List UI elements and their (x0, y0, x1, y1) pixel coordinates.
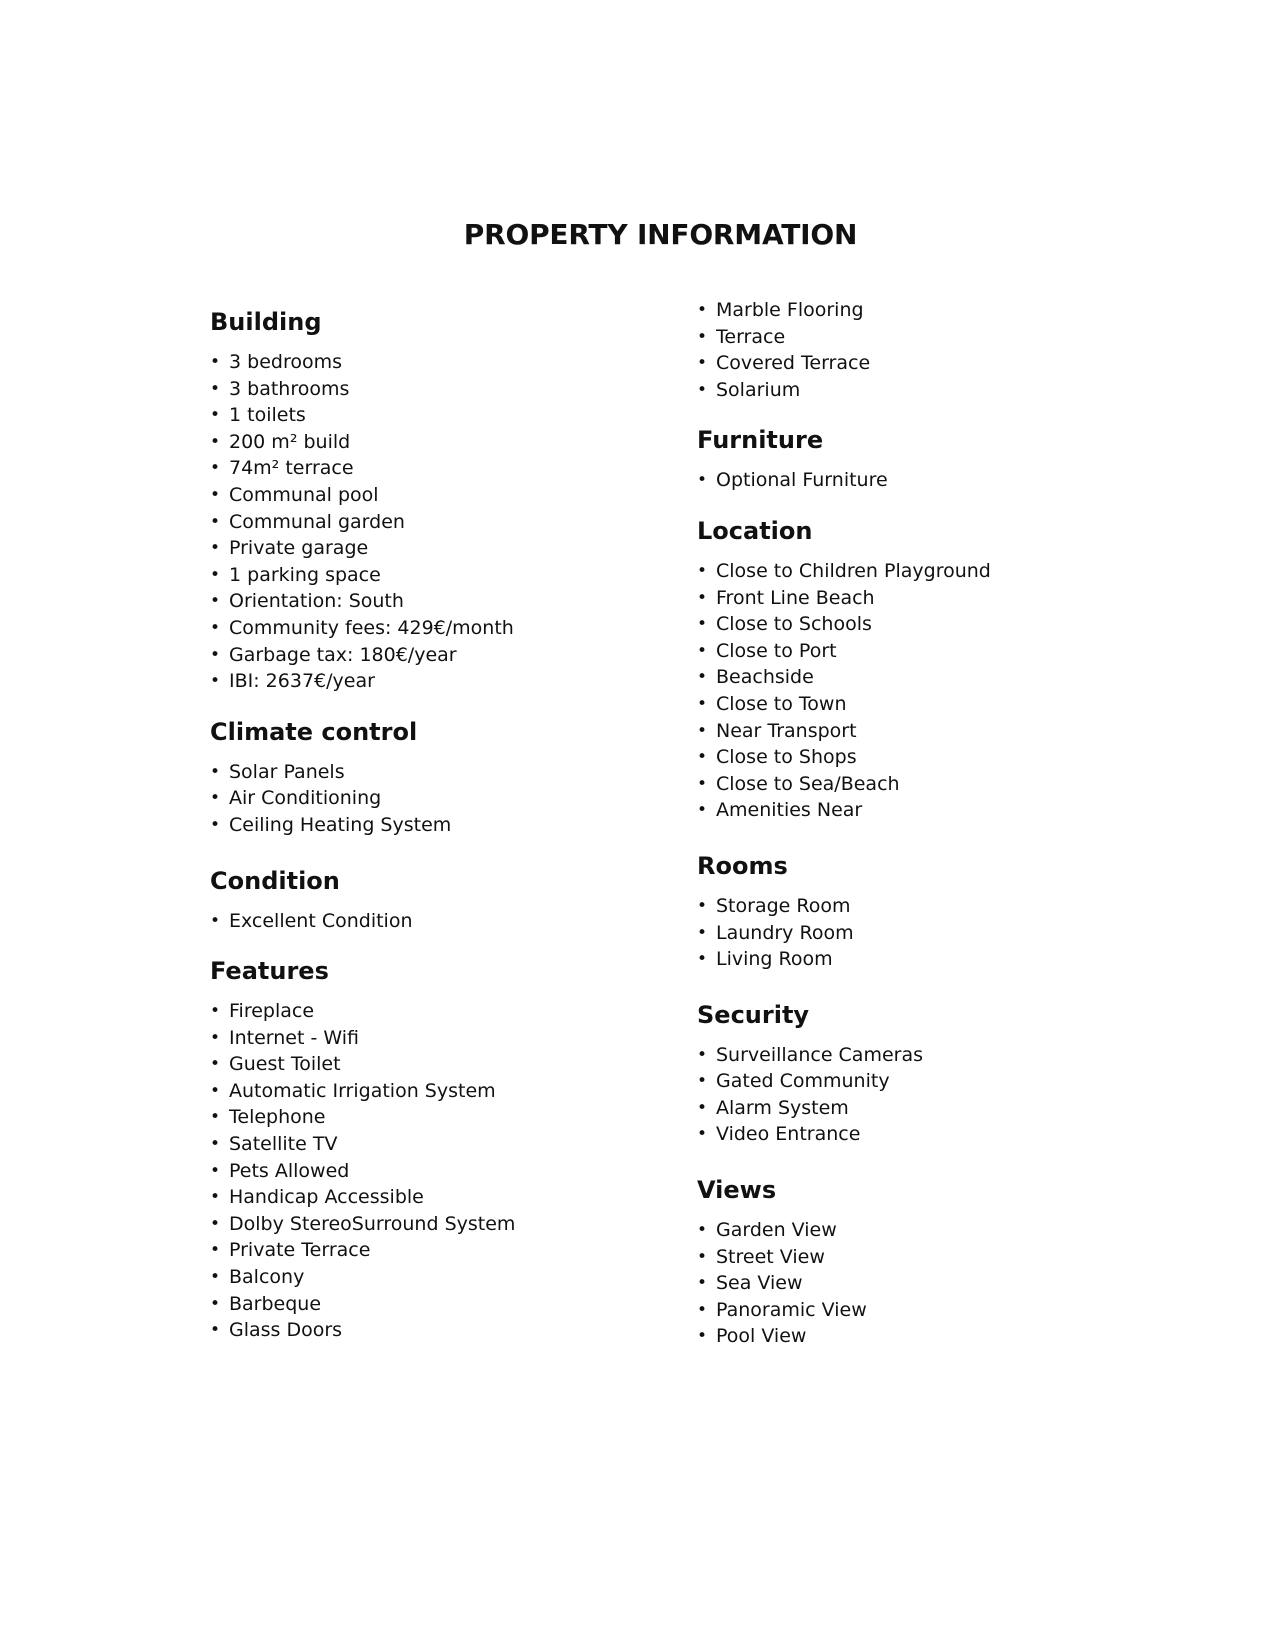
building-list (210, 349, 680, 695)
list-item: • Garden View (697, 1217, 1167, 1244)
list-item: • Private Terrace (210, 1237, 680, 1264)
list-item: • Orientation: South (210, 588, 680, 615)
security-list (697, 1042, 1167, 1148)
section-rooms (697, 849, 1167, 973)
list-item: • 200 m² build (210, 429, 680, 456)
location-list (697, 558, 1167, 824)
list-item: • Surveillance Cameras (697, 1042, 1167, 1069)
list-item: • Telephone (210, 1104, 680, 1131)
list-item: • Dolby StereoSurround System (210, 1211, 680, 1238)
list-item: • Fireplace (210, 998, 680, 1025)
list-item: • Sea View (697, 1270, 1167, 1297)
list-item: • Handicap Accessible (210, 1184, 680, 1211)
right-column (697, 297, 1167, 1350)
list-item: • Living Room (697, 946, 1167, 973)
section-heading-features: Features (210, 957, 329, 986)
list-item: • Optional Furniture (697, 467, 1167, 494)
list-item: • Excellent Condition (210, 908, 680, 935)
list-item: • 3 bedrooms (210, 349, 680, 376)
list-item: • Alarm System (697, 1095, 1167, 1122)
list-item: • Internet - Wifi (210, 1025, 680, 1052)
section-building (210, 305, 680, 695)
list-item: • Barbeque (210, 1291, 680, 1318)
list-item: • 3 bathrooms (210, 376, 680, 403)
list-item: • Terrace (697, 324, 1167, 351)
section-heading-building: Building (210, 308, 322, 336)
list-item: • Ceiling Heating System (210, 812, 680, 839)
section-condition (210, 864, 680, 935)
list-item: • Near Transport (697, 718, 1167, 745)
furniture-list (697, 467, 1167, 494)
list-item: • Pool View (697, 1323, 1167, 1350)
list-item: • Community fees: 429€/month (210, 615, 680, 642)
section-features (210, 954, 680, 1344)
list-item: • Beachside (697, 664, 1167, 691)
list-item: • 1 toilets (210, 402, 680, 429)
page-title: PROPERTY INFORMATION (463, 218, 858, 251)
section-heading-location: Location (697, 516, 813, 545)
list-item: • Covered Terrace (697, 350, 1167, 377)
list-item: • Gated Community (697, 1068, 1167, 1095)
list-item: • Close to Sea/Beach (697, 771, 1167, 798)
list-item: • Laundry Room (697, 920, 1167, 947)
list-item: • Glass Doors (210, 1317, 680, 1344)
section-climate-control (210, 715, 680, 839)
list-item: • Close to Town (697, 691, 1167, 718)
section-heading-condition: Condition (210, 866, 340, 895)
list-item: • Automatic Irrigation System (210, 1078, 680, 1105)
list-item: • Storage Room (697, 893, 1167, 920)
list-item: • Garbage tax: 180€/year (210, 642, 680, 669)
list-item: • Air Conditioning (210, 785, 680, 812)
list-item: • Pets Allowed (210, 1158, 680, 1185)
list-item: • IBI: 2637€/year (210, 668, 680, 695)
list-item: • Balcony (210, 1264, 680, 1291)
condition-list (210, 908, 680, 935)
list-item: • Front Line Beach (697, 585, 1167, 612)
list-item: • 74m² terrace (210, 455, 680, 482)
list-item: • Private garage (210, 535, 680, 562)
list-item: • Satellite TV (210, 1131, 680, 1158)
section-heading-security: Security (697, 1000, 810, 1029)
list-item: • Video Entrance (697, 1121, 1167, 1148)
list-item: • Panoramic View (697, 1297, 1167, 1324)
list-item: • Marble Flooring (697, 297, 1167, 324)
list-item: • Solar Panels (210, 759, 680, 786)
section-heading-climate-control: Climate control (210, 717, 418, 746)
list-item: • Close to Children Playground (697, 558, 1167, 585)
section-security (697, 998, 1167, 1148)
section-heading-views: Views (697, 1176, 777, 1205)
list-item: • Close to Port (697, 638, 1167, 665)
rooms-list (697, 893, 1167, 973)
features-continued-list (697, 297, 1167, 403)
section-location (697, 514, 1167, 824)
list-item: • Close to Shops (697, 744, 1167, 771)
section-views (697, 1173, 1167, 1350)
list-item: • Guest Toilet (210, 1051, 680, 1078)
section-furniture (697, 423, 1167, 494)
section-heading-furniture: Furniture (697, 426, 824, 455)
list-item: • Communal garden (210, 509, 680, 536)
features-list (210, 998, 680, 1344)
list-item: • Close to Schools (697, 611, 1167, 638)
list-item: • Communal pool (210, 482, 680, 509)
list-item: • Street View (697, 1244, 1167, 1271)
list-item: • 1 parking space (210, 562, 680, 589)
views-list (697, 1217, 1167, 1350)
list-item: • Amenities Near (697, 797, 1167, 824)
section-heading-rooms: Rooms (697, 851, 788, 880)
list-item: • Solarium (697, 377, 1167, 404)
climate-control-list (210, 759, 680, 839)
section-features-continued (697, 297, 1167, 403)
left-column (210, 305, 680, 1344)
